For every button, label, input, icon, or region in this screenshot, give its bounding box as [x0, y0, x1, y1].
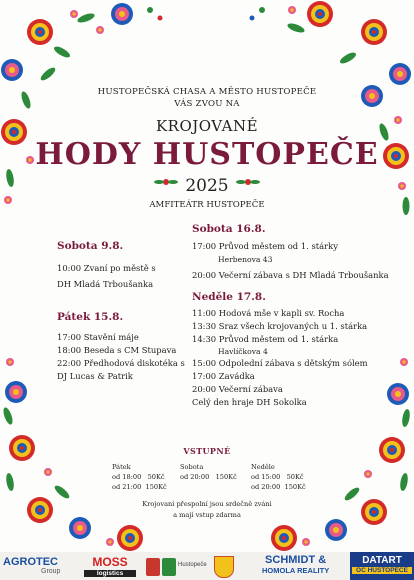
entry-note-line-1: Krojovaní přespolní jsou srdečně zváni [142, 500, 272, 508]
event-line: 11:00 Hodová mše v kapli sv. Rocha [192, 308, 345, 318]
entry-price: 150Kč [284, 483, 306, 491]
event-line: 20:00 Večerní zábava s DH Mladá Trboušanka [192, 270, 389, 280]
invitation-line-1: HUSTOPEČSKÁ CHASA A MĚSTO HUSTOPEČE [97, 87, 317, 97]
sponsor-icon-red [146, 558, 160, 576]
entry-price: 50Kč [286, 473, 304, 481]
agrotec-name: AGROTEC [3, 556, 58, 568]
entry-price: 150Kč [215, 473, 237, 481]
entry-time: od 15:00 [251, 473, 281, 481]
sponsor-hustopece: Hustopeče [178, 562, 207, 568]
event-address: Havlíčkova 4 [218, 347, 268, 356]
event-line: 17:00 Průvod městem od 1. stárky [192, 241, 338, 251]
entry-time: od 20:00 [180, 473, 210, 481]
agrotec-group: Group [41, 568, 61, 575]
entry-nedele [251, 462, 306, 492]
event-line: 13:30 Sraz všech krojovaných u 1. stárka [192, 321, 368, 331]
entry-sobota [180, 462, 237, 482]
entry-time: od 18:00 [112, 473, 142, 481]
event-line: 17:00 Stavění máje [57, 332, 139, 342]
entry-heading: VSTUPNÉ [183, 446, 231, 456]
entry-day: Pátek [112, 463, 131, 471]
entry-note [100, 499, 314, 521]
datart-sub: OC HUSTOPEČE [352, 567, 412, 574]
sponsor-strip [0, 552, 414, 580]
event-year: 2025 [185, 176, 229, 196]
event-line: DH Mladá Trboušanka [57, 279, 154, 289]
sponsor-moss [84, 555, 136, 577]
entry-day: Sobota [180, 463, 204, 471]
event-line: 14:30 Průvod městem od 1. stárka [192, 334, 339, 344]
event-line: 15:00 Odpolední zábava s dětským sólem [192, 358, 368, 368]
invitation-line-2: VÁS ZVOU NA [174, 99, 240, 109]
datart-name: DATART [362, 555, 402, 566]
event-line: 17:00 Zavádka [192, 371, 255, 381]
invitation-text [60, 86, 354, 110]
sponsor-agrotec [3, 556, 60, 575]
homola-name: HOMOLA REALITY [262, 566, 330, 575]
schedule-saturday-16 [192, 223, 389, 282]
day-heading: Pátek 15.8. [57, 311, 124, 323]
schedule-saturday-9 [57, 240, 156, 291]
day-heading: Sobota 16.8. [192, 223, 266, 235]
schedule-friday-15 [57, 311, 185, 383]
moss-sub: logistics [84, 570, 136, 577]
sponsor-icon-green [162, 558, 176, 576]
event-line: Celý den hraje DH Sokolka [192, 397, 307, 407]
krojovane-label: KROJOVANÉ [155, 117, 259, 135]
entry-price: 50Kč [147, 473, 165, 481]
event-address: Herbenova 43 [218, 255, 273, 264]
entry-price: 150Kč [145, 483, 167, 491]
day-heading: Sobota 9.8. [57, 240, 124, 252]
event-line: DJ Lucas & Patrik [57, 371, 133, 381]
entry-day: Neděle [251, 463, 275, 471]
moss-name: MOSS [92, 555, 128, 569]
entry-time: od 21:00 [112, 483, 142, 491]
event-line: 10:00 Zvaní po městě s [57, 263, 156, 273]
entry-patek [112, 462, 167, 492]
event-line: 20:00 Večerní zábava [192, 384, 283, 394]
event-line: 22:00 Předhodová diskotéka s [57, 358, 185, 368]
schmidt-name: SCHMIDT & [265, 554, 327, 566]
day-heading: Neděle 17.8. [192, 291, 266, 303]
event-line: 18:00 Beseda s CM Stupava [57, 345, 177, 355]
sponsor-crest-icon [214, 556, 234, 578]
sponsor-schmidt-homola [262, 554, 329, 575]
event-venue: AMFITEÁTR HUSTOPEČE [149, 200, 265, 210]
entry-time: od 20:00 [251, 483, 281, 491]
schedule-sunday-17 [192, 291, 368, 409]
event-title: HODY HUSTOPEČE [35, 137, 379, 172]
sponsor-datart [350, 552, 414, 580]
entry-note-line-2: a mají vstup zdarma [173, 511, 241, 519]
